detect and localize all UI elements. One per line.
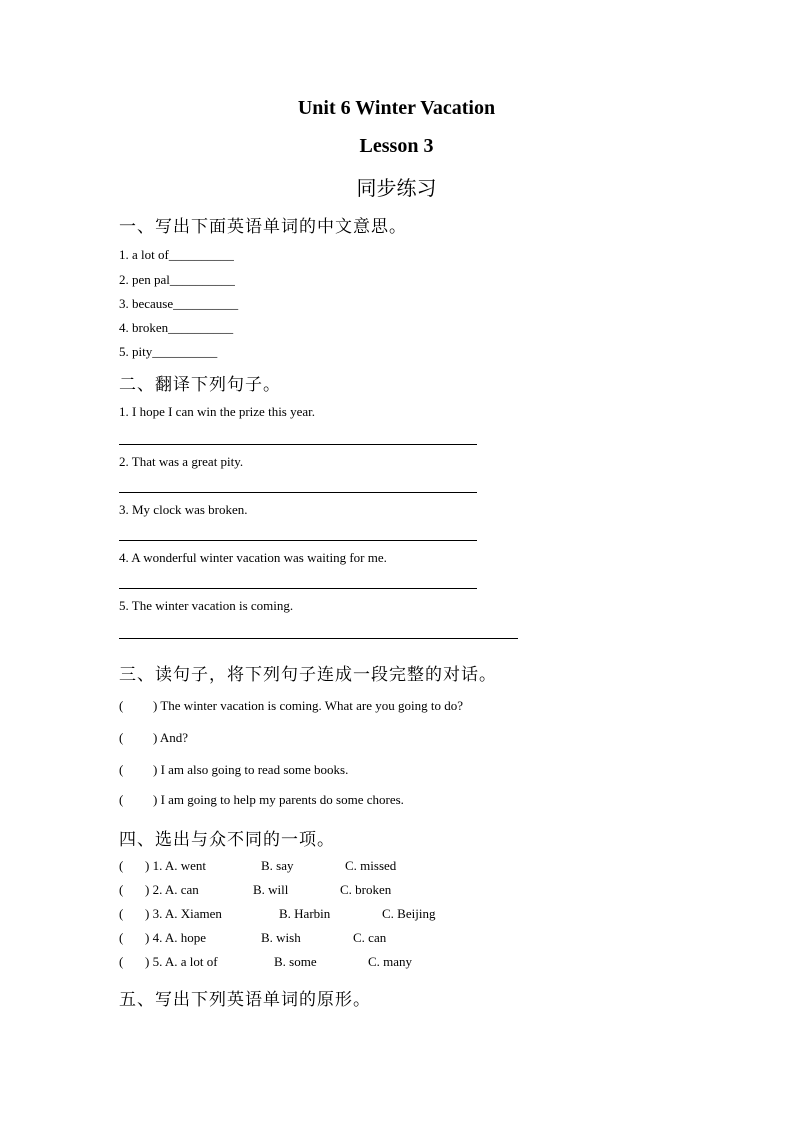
option-c: C. can xyxy=(353,930,387,945)
section2-sentence-2: 2. That was a great pity. xyxy=(119,454,244,469)
section2-sentence-4: 4. A wonderful winter vacation was waiting for me. xyxy=(119,550,387,565)
choice-row-4 xyxy=(119,930,619,948)
section3-sentence-2: ) And? xyxy=(153,730,189,745)
answer-line[interactable] xyxy=(119,588,477,589)
section2-sentence-1: 1. I hope I can win the prize this year. xyxy=(119,404,316,419)
section3-bracket: ( xyxy=(119,792,124,807)
answer-line[interactable] xyxy=(119,638,518,639)
lesson-title: Lesson 3 xyxy=(359,135,434,157)
answer-line[interactable] xyxy=(119,540,477,541)
answer-line[interactable] xyxy=(119,492,477,493)
section3-sentence-3: ) I am also going to read some books. xyxy=(153,762,349,777)
answer-blank[interactable]: __________ xyxy=(169,272,235,287)
option-a: ) 4. A. hope xyxy=(145,930,207,945)
section1-item-2: 2. pen pal__________ xyxy=(119,272,235,287)
page-subtitle: 同步练习 xyxy=(356,176,437,200)
answer-blank[interactable]: __________ xyxy=(152,344,218,359)
section1-item-4: 4. broken__________ xyxy=(119,320,234,335)
section2-heading: 二、翻译下列句子。 xyxy=(119,375,281,395)
section2-sentence-5: 5. The winter vacation is coming. xyxy=(119,598,294,613)
option-a: ) 1. A. went xyxy=(145,858,207,873)
choice-row-5 xyxy=(119,954,619,972)
section2-sentence-3: 3. My clock was broken. xyxy=(119,502,248,517)
section3-sentence-4: ) I am going to help my parents do some chores. xyxy=(153,792,404,807)
answer-blank[interactable]: __________ xyxy=(168,320,234,335)
answer-line[interactable] xyxy=(119,444,477,445)
bracket: ( xyxy=(119,882,124,897)
option-c: C. Beijing xyxy=(382,906,436,921)
section3-bracket: ( xyxy=(119,698,124,713)
section1-item-1: 1. a lot of__________ xyxy=(119,247,234,262)
choice-row-1 xyxy=(119,858,619,876)
option-b: B. wish xyxy=(261,930,301,945)
option-c: C. missed xyxy=(345,858,397,873)
option-b: B. say xyxy=(261,858,294,873)
choice-row-2 xyxy=(119,882,619,900)
section1-heading: 一、写出下面英语单词的中文意思。 xyxy=(119,217,407,237)
option-c: C. many xyxy=(368,954,413,969)
section1-item-5: 5. pity__________ xyxy=(119,344,218,359)
option-c: C. broken xyxy=(340,882,392,897)
section3-bracket: ( xyxy=(119,762,124,777)
option-a: ) 5. A. a lot of xyxy=(145,954,218,969)
section3-bracket: ( xyxy=(119,730,124,745)
bracket: ( xyxy=(119,858,124,873)
bracket: ( xyxy=(119,906,124,921)
section4-heading: 四、选出与众不同的一项。 xyxy=(119,830,335,850)
bracket: ( xyxy=(119,930,124,945)
option-b: B. some xyxy=(274,954,317,969)
option-a: ) 2. A. can xyxy=(145,882,199,897)
option-a: ) 3. A. Xiamen xyxy=(145,906,222,921)
answer-blank[interactable]: __________ xyxy=(173,296,239,311)
choice-row-3 xyxy=(119,906,619,924)
section5-heading: 五、写出下列英语单词的原形。 xyxy=(119,990,371,1010)
section3-sentence-1: ) The winter vacation is coming. What are you going to do? xyxy=(153,698,463,713)
page-title: Unit 6 Winter Vacation xyxy=(297,97,496,119)
bracket: ( xyxy=(119,954,124,969)
option-b: B. will xyxy=(253,882,289,897)
option-b: B. Harbin xyxy=(279,906,331,921)
answer-blank[interactable]: __________ xyxy=(168,247,234,262)
section1-item-3: 3. because__________ xyxy=(119,296,239,311)
section3-heading: 三、读句子，将下列句子连成一段完整的对话。 xyxy=(119,665,497,685)
